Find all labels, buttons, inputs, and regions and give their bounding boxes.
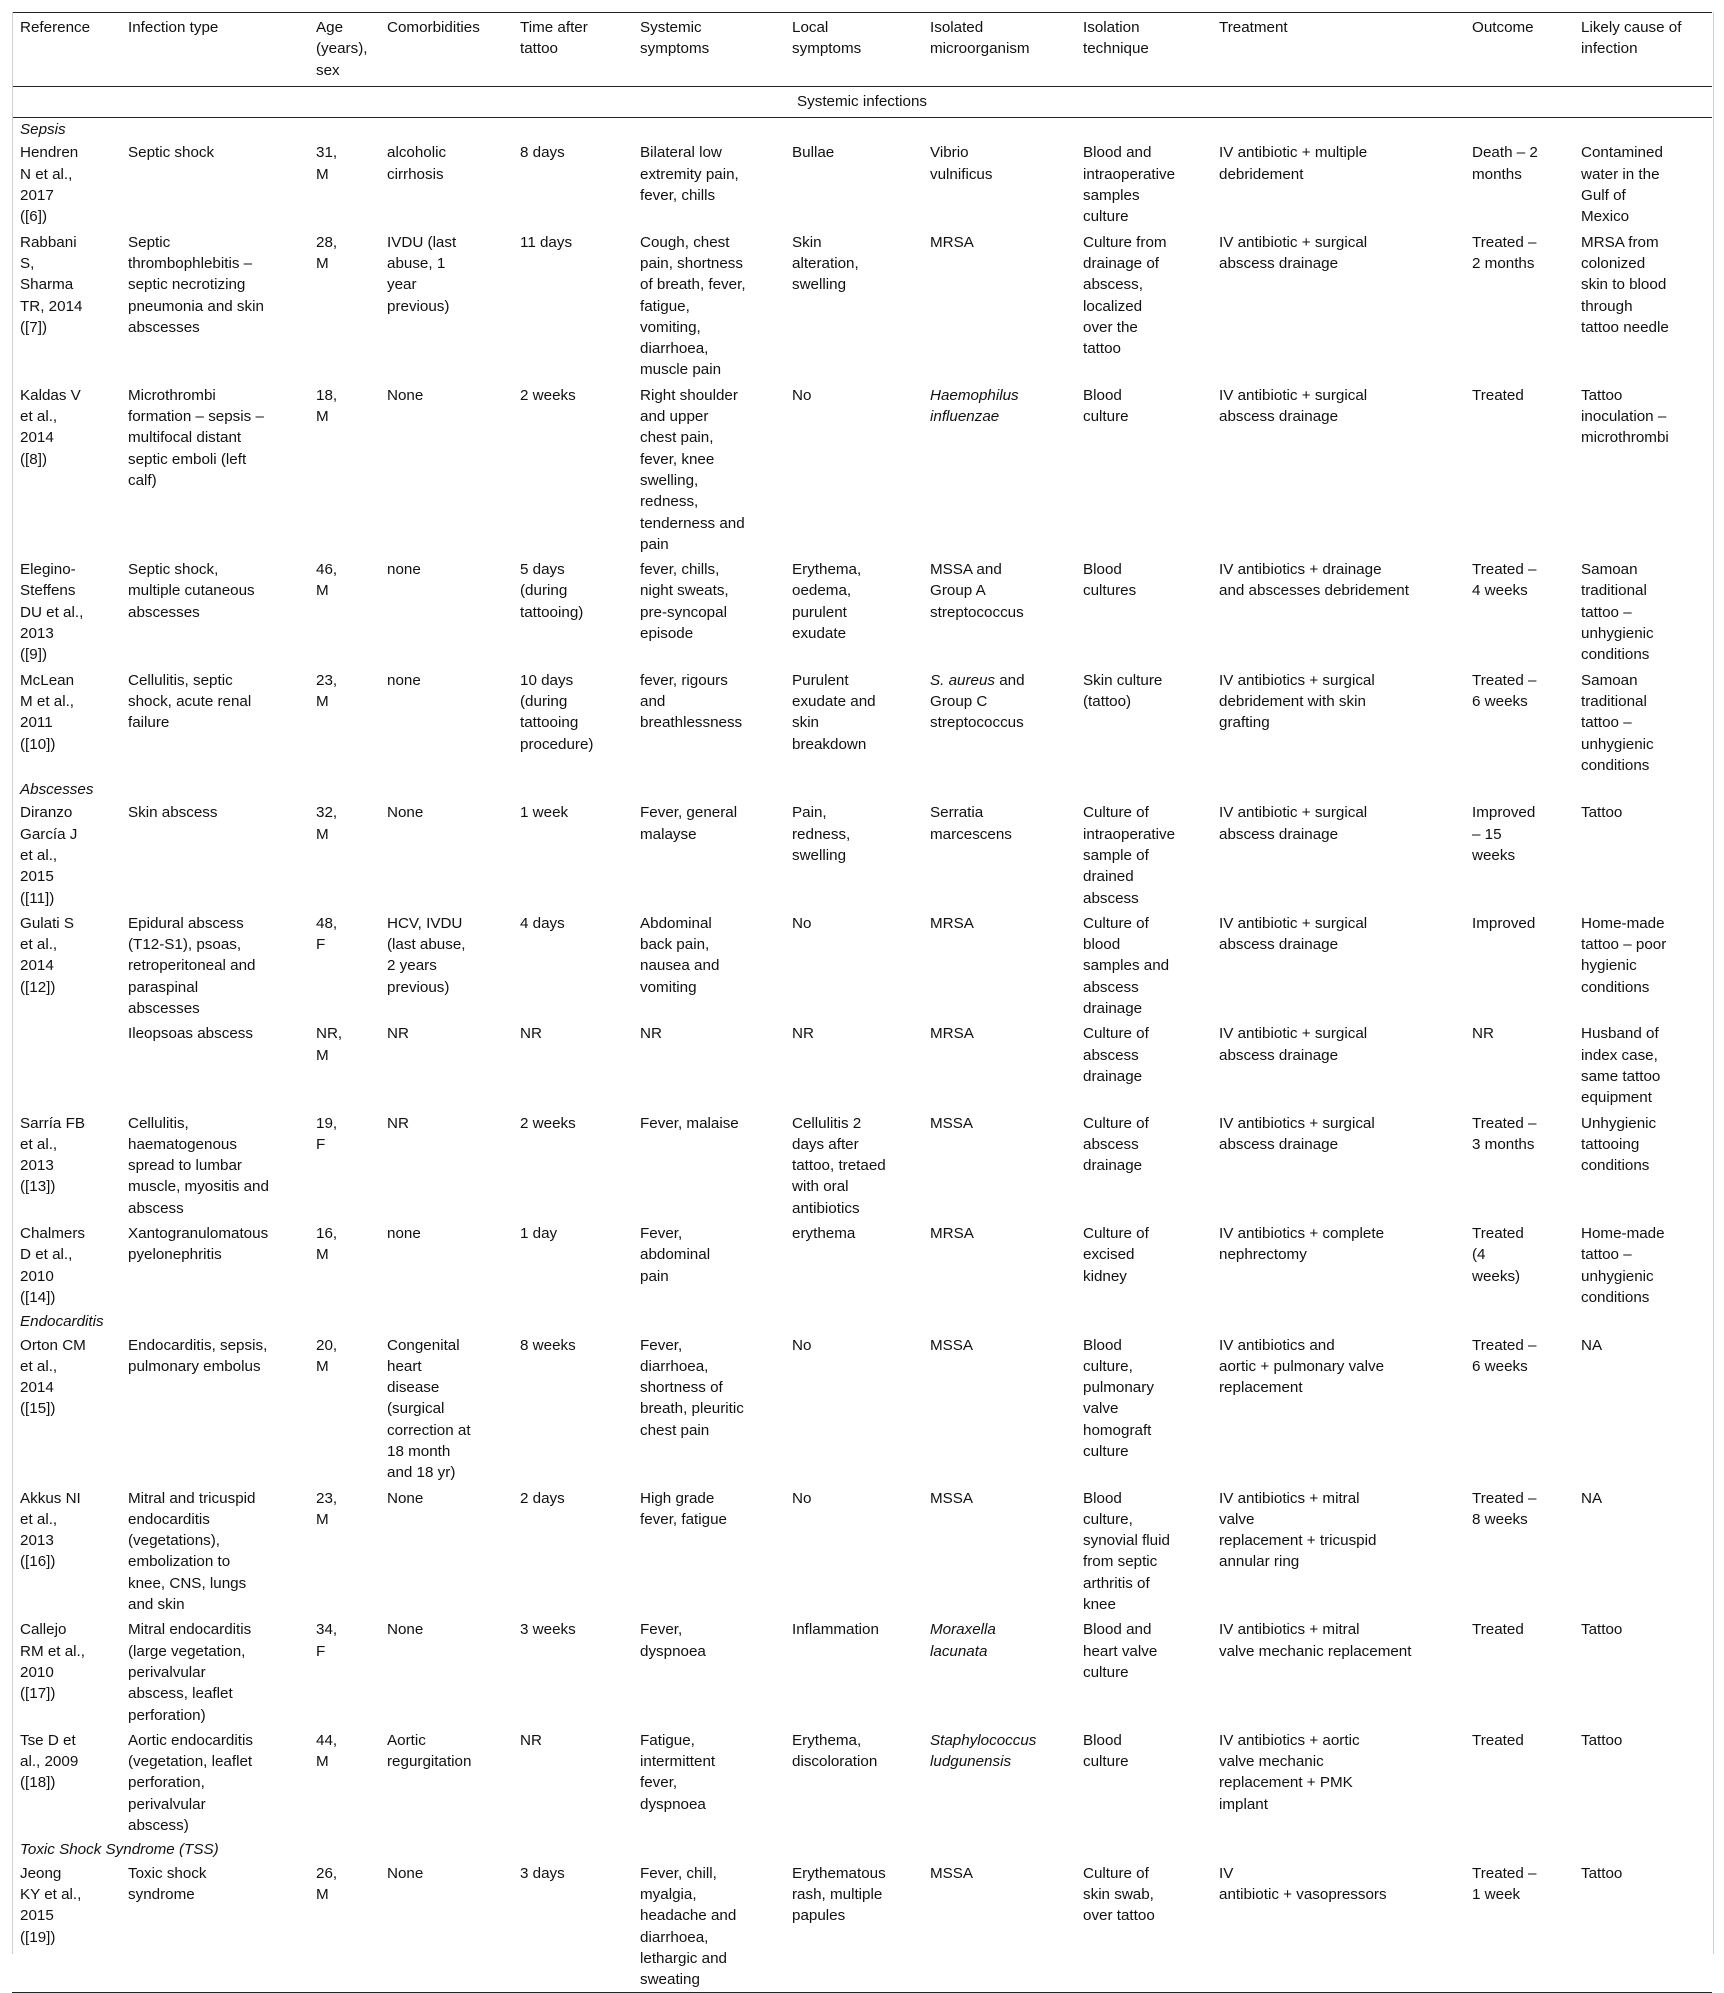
- cell-time-after-tattoo: 1 day: [520, 1225, 558, 1243]
- cell-isolation-technique: Skin culture (tattoo): [1083, 671, 1163, 710]
- col-header-local-symptoms: Local symptoms: [784, 13, 922, 87]
- cell-treatment: IV antibiotics + surgical abscess drainage: [1219, 1114, 1375, 1153]
- cell-outcome: Treated: [1472, 386, 1524, 404]
- cell-likely-cause: MRSA from colonized skin to blood through tattoo needle: [1581, 233, 1669, 336]
- cell-infection-type: Microthrombi formation – sepsis – multifocal distant septic emboli (left calf): [128, 386, 264, 489]
- col-header-time-after-tattoo: Time after tattoo: [512, 13, 632, 87]
- cell-local-symptoms: No: [792, 914, 812, 932]
- cell-outcome: Treated – 8 weeks: [1472, 1489, 1537, 1528]
- cell-infection-type: Aortic endocarditis (vegetation, leaflet perforation, perivalvular abscess): [128, 1731, 253, 1835]
- category-row: [12, 778, 1712, 800]
- cell-reference: Sarría FB et al., 2013 ([13]): [20, 1114, 85, 1196]
- cell-outcome: Treated – 6 weeks: [1472, 671, 1537, 710]
- cell-time-after-tattoo: NR: [520, 1025, 542, 1043]
- cell-outcome: Treated (4 weeks): [1472, 1225, 1524, 1285]
- cell-reference: Tse D et al., 2009 ([18]): [20, 1731, 79, 1792]
- table-row: [12, 1861, 1712, 1993]
- cell-isolated-microorganism: MRSA: [930, 1225, 974, 1243]
- table-row: [12, 668, 1712, 778]
- header-row: [12, 13, 1712, 87]
- category-row: [12, 118, 1712, 141]
- cell-isolation-technique: Blood culture, synovial fluid from septic arthritis of knee: [1083, 1489, 1170, 1614]
- cell-isolation-technique: Culture of intraoperative sample of drained abscess: [1083, 804, 1176, 907]
- cell-treatment: IV antibiotics + mitral valve replacement + tricuspid annular ring: [1219, 1489, 1377, 1571]
- cell-local-symptoms: Erythematous rash, multiple papules: [784, 1861, 922, 1993]
- cell-isolated-microorganism: MRSA: [930, 233, 974, 251]
- col-header-comorbidities: Comorbidities: [379, 13, 512, 87]
- table-row: [12, 1221, 1712, 1310]
- cell-infection-type: Xantogranulomatous pyelonephritis: [128, 1225, 269, 1264]
- cell-isolation-technique: Culture of excised kidney: [1083, 1225, 1149, 1285]
- cell-comorbidities: alcoholic cirrhosis: [387, 144, 447, 183]
- cell-infection-type: Cellulitis, septic shock, acute renal failure: [128, 671, 252, 732]
- cell-time-after-tattoo: 4 days: [520, 914, 565, 932]
- cell-treatment: IV antibiotic + surgical abscess drainage: [1219, 386, 1368, 426]
- category-row: [12, 1310, 1712, 1332]
- table-row: [12, 1617, 1712, 1727]
- table-row: [12, 1728, 1712, 1838]
- cell-treatment: IV antibiotics + drainage and abscesses debridement: [1219, 561, 1409, 600]
- cell-likely-cause: Contamined water in the Gulf of Mexico: [1581, 144, 1663, 226]
- cell-likely-cause: Unhygienic tattooing conditions: [1581, 1114, 1657, 1175]
- cell-infection-type: Mitral endocarditis (large vegetation, perivalvular abscess, leaflet perforation): [128, 1621, 252, 1724]
- cell-local-symptoms: No: [792, 1489, 812, 1507]
- cell-reference: McLean M et al., 2011 ([10]): [20, 671, 75, 753]
- cell-treatment: IV antibiotic + vasopressors: [1211, 1861, 1464, 1993]
- table-row: [12, 557, 1712, 667]
- table-row: [12, 911, 1712, 1021]
- cell-likely-cause: NA: [1581, 1336, 1603, 1354]
- cell-likely-cause: Tattoo: [1581, 1731, 1623, 1749]
- cell-systemic-symptoms: Right shoulder and upper chest pain, fever, knee swelling, redness, tenderness and pain: [640, 386, 745, 553]
- table-row: [12, 230, 1712, 383]
- cell-treatment: IV antibiotic + surgical abscess drainage: [1219, 804, 1368, 843]
- cell-time-after-tattoo: 2 days: [520, 1489, 565, 1507]
- cell-isolation-technique: Culture of abscess drainage: [1083, 1025, 1149, 1085]
- cell-isolated-microorganism: Haemophilus influenzae: [930, 386, 1019, 426]
- cell-likely-cause: Tattoo inoculation – microthrombi: [1581, 386, 1669, 447]
- cell-local-symptoms: erythema: [792, 1225, 856, 1243]
- cell-systemic-symptoms: Fever, malaise: [640, 1114, 739, 1132]
- cell-systemic-symptoms: Abdominal back pain, nausea and vomiting: [640, 914, 720, 996]
- cell-comorbidities: NR: [387, 1025, 409, 1043]
- cell-infection-type: Septic shock: [128, 144, 215, 162]
- cell-time-after-tattoo: 2 weeks: [520, 386, 576, 404]
- cell-likely-cause: Home-made tattoo – poor hygienic conditions: [1581, 914, 1667, 996]
- cell-outcome: Treated – 4 weeks: [1472, 561, 1537, 600]
- cell-isolation-technique: Culture of blood samples and abscess drainage: [1083, 914, 1170, 1018]
- cell-age-sex: NR, M: [316, 1025, 343, 1064]
- cell-age-sex: 23, M: [316, 671, 338, 710]
- cell-time-after-tattoo: 5 days (during tattooing): [520, 561, 584, 621]
- table-row: [12, 383, 1712, 557]
- cell-local-symptoms: No: [792, 1336, 812, 1354]
- cell-outcome: Treated – 2 months: [1472, 233, 1537, 272]
- cell-infection-type: Skin abscess: [128, 804, 218, 822]
- cell-infection-type: Ileopsoas abscess: [128, 1025, 253, 1043]
- cell-reference: Callejo RM et al., 2010 ([17]): [20, 1621, 85, 1703]
- cell-likely-cause: Tattoo: [1581, 804, 1623, 822]
- cell-outcome: Improved: [1472, 914, 1536, 932]
- category-label: Abscesses: [20, 781, 94, 799]
- cell-age-sex: 19, F: [316, 1114, 338, 1153]
- cell-systemic-symptoms: High grade fever, fatigue: [640, 1489, 727, 1528]
- cell-likely-cause: NA: [1581, 1489, 1603, 1507]
- col-header-age-sex: Age (years), sex: [308, 13, 379, 87]
- cell-age-sex: 44, M: [316, 1731, 338, 1771]
- cell-time-after-tattoo: 11 days: [520, 233, 573, 251]
- cell-reference: Chalmers D et al., 2010 ([14]): [20, 1225, 85, 1306]
- cell-treatment: IV antibiotic + surgical abscess drainage: [1219, 914, 1368, 954]
- cell-treatment: IV antibiotics + aortic valve mechanic replacement + PMK implant: [1219, 1731, 1360, 1813]
- cell-treatment: IV antibiotics + surgical debridement with skin grafting: [1219, 671, 1375, 732]
- cell-likely-cause: Samoan traditional tattoo – unhygienic conditions: [1581, 561, 1654, 664]
- cell-systemic-symptoms: Fever, chill, myalgia, headache and diarrhoea, lethargic and sweating: [632, 1861, 784, 1993]
- cell-age-sex: 20, M: [316, 1336, 338, 1375]
- cell-outcome: Death – 2 months: [1472, 144, 1538, 183]
- table-row: [12, 800, 1712, 910]
- cell-outcome: Treated – 3 months: [1472, 1114, 1537, 1153]
- table-body: [12, 86, 1712, 1993]
- table-row: [12, 1111, 1712, 1221]
- cell-reference: Akkus NI et al., 2013 ([16]): [20, 1489, 81, 1571]
- cell-comorbidities: IVDU (last abuse, 1 year previous): [387, 233, 457, 315]
- col-header-systemic-symptoms: Systemic symptoms: [632, 13, 784, 87]
- table-row: [12, 140, 1712, 229]
- cell-isolated-microorganism: MSSA: [930, 1489, 974, 1507]
- cell-systemic-symptoms: Fever, dyspnoea: [640, 1621, 706, 1660]
- cell-systemic-symptoms: Cough, chest pain, shortness of breath, fever, fatigue, vomiting, diarrhoea, muscle pain: [640, 233, 746, 379]
- cell-systemic-symptoms: fever, rigours and breathlessness: [640, 671, 743, 732]
- category-row: [12, 1838, 1712, 1860]
- cell-treatment: IV antibiotics and aortic + pulmonary valve replacement: [1219, 1336, 1385, 1397]
- cell-isolated-microorganism: S. aureus and Group C streptococcus: [930, 671, 1025, 732]
- cell-infection-type: Cellulitis, haematogenous spread to lumbar muscle, myositis and abscess: [128, 1114, 269, 1217]
- category-label: Toxic Shock Syndrome (TSS): [20, 1841, 219, 1859]
- table-row: [12, 1021, 1712, 1110]
- col-header-isolated-microorganism: Isolated microorganism: [922, 13, 1075, 87]
- cell-age-sex: 26, M: [308, 1861, 379, 1993]
- section-title: Systemic infections: [12, 86, 1712, 117]
- table-row: [12, 1486, 1712, 1618]
- cell-comorbidities: Congenital heart disease (surgical correction at 18 month and 18 yr): [387, 1336, 471, 1482]
- cell-age-sex: 31, M: [316, 144, 338, 183]
- cell-time-after-tattoo: 8 weeks: [520, 1336, 576, 1354]
- cell-isolation-technique: Blood culture, pulmonary valve homograft culture: [1083, 1336, 1154, 1460]
- cell-comorbidities: None: [387, 386, 424, 404]
- cell-treatment: IV antibiotic + multiple debridement: [1219, 144, 1368, 183]
- cell-comorbidities: None: [387, 1489, 424, 1507]
- cell-isolation-technique: Culture of abscess drainage: [1083, 1114, 1149, 1175]
- cell-age-sex: 16, M: [316, 1225, 338, 1264]
- cell-age-sex: 48, F: [316, 914, 338, 954]
- cell-likely-cause: Tattoo: [1581, 1621, 1623, 1639]
- col-header-treatment: Treatment: [1211, 13, 1464, 87]
- cell-reference: Gulati S et al., 2014 ([12]): [20, 914, 75, 996]
- cell-time-after-tattoo: 10 days (during tattooing procedure): [520, 671, 594, 753]
- cell-time-after-tattoo: 1 week: [520, 804, 569, 822]
- cell-reference: Kaldas V et al., 2014 ([8]): [20, 386, 81, 468]
- cell-time-after-tattoo: 3 days: [512, 1861, 632, 1993]
- cell-isolated-microorganism: Serratia marcescens: [930, 804, 1012, 843]
- cell-systemic-symptoms: Bilateral low extremity pain, fever, chills: [640, 144, 739, 205]
- cell-reference: Hendren N et al., 2017 ([6]): [20, 144, 79, 226]
- cell-systemic-symptoms: NR: [640, 1025, 662, 1043]
- cell-isolation-technique: Blood and intraoperative samples culture: [1083, 144, 1176, 226]
- cell-age-sex: 28, M: [316, 233, 338, 272]
- cell-isolation-technique: Culture of skin swab, over tattoo: [1075, 1861, 1211, 1993]
- cell-isolation-technique: Culture from drainage of abscess, localized over the tattoo: [1083, 233, 1167, 358]
- cell-local-symptoms: Erythema, oedema, purulent exudate: [792, 561, 862, 643]
- cell-age-sex: 46, M: [316, 561, 338, 600]
- cell-comorbidities: none: [387, 1225, 421, 1243]
- cell-local-symptoms: Skin alteration, swelling: [792, 233, 859, 294]
- cell-outcome: Treated: [1472, 1621, 1524, 1639]
- cell-outcome: Treated – 1 week: [1464, 1861, 1573, 1993]
- cell-outcome: Treated: [1472, 1731, 1524, 1749]
- category-label: Endocarditis: [20, 1313, 104, 1331]
- cell-age-sex: 34, F: [316, 1621, 338, 1660]
- cell-isolated-microorganism: Vibrio vulnificus: [930, 144, 993, 183]
- cell-age-sex: 32, M: [316, 804, 338, 843]
- cell-local-symptoms: Purulent exudate and skin breakdown: [792, 671, 876, 753]
- cell-systemic-symptoms: Fever, diarrhoea, shortness of breath, pleuritic chest pain: [640, 1336, 744, 1439]
- cell-comorbidities: None: [387, 1621, 424, 1639]
- cell-local-symptoms: Inflammation: [792, 1621, 879, 1639]
- cell-infection-type: Septic thrombophlebitis – septic necrotizing pneumonia and skin abscesses: [128, 233, 264, 336]
- col-header-reference: Reference: [12, 13, 120, 87]
- cell-outcome: Improved – 15 weeks: [1472, 804, 1536, 864]
- cell-reference: Rabbani S, Sharma TR, 2014 ([7]): [20, 233, 83, 336]
- cell-systemic-symptoms: Fever, abdominal pain: [640, 1225, 711, 1285]
- cell-isolated-microorganism: MRSA: [930, 914, 974, 932]
- cell-isolated-microorganism: MSSA and Group A streptococcus: [930, 561, 1024, 621]
- cell-likely-cause: Home-made tattoo – unhygienic conditions: [1581, 1225, 1665, 1306]
- cell-systemic-symptoms: Fever, general malayse: [640, 804, 738, 843]
- cell-isolated-microorganism: Staphylococcus ludgunensis: [930, 1731, 1037, 1771]
- cell-time-after-tattoo: NR: [520, 1731, 542, 1749]
- cell-infection-type: Mitral and tricuspid endocarditis (vegetations), embolization to knee, CNS, lungs and skin: [128, 1489, 256, 1614]
- table-container: [12, 12, 1712, 1993]
- cell-systemic-symptoms: Fatigue, intermittent fever, dyspnoea: [640, 1731, 716, 1813]
- cell-isolated-microorganism: MSSA: [930, 1114, 974, 1132]
- cell-infection-type: Septic shock, multiple cutaneous abscesses: [128, 561, 255, 621]
- cell-treatment: IV antibiotics + mitral valve mechanic replacement: [1219, 1621, 1412, 1660]
- cell-infection-type: Endocarditis, sepsis, pulmonary embolus: [128, 1336, 268, 1375]
- col-header-likely-cause: Likely cause of infection: [1573, 13, 1712, 87]
- cell-comorbidities: None: [379, 1861, 512, 1993]
- section-row: [12, 86, 1712, 117]
- cell-local-symptoms: Cellulitis 2 days after tattoo, tretaed with oral antibiotics: [792, 1114, 886, 1217]
- cell-isolated-microorganism: MSSA: [930, 1336, 974, 1354]
- table-row: [12, 1333, 1712, 1486]
- cell-comorbidities: none: [387, 561, 421, 579]
- cell-comorbidities: NR: [387, 1114, 409, 1132]
- cell-local-symptoms: Pain, redness, swelling: [792, 804, 851, 864]
- cell-isolated-microorganism: MSSA: [922, 1861, 1075, 1993]
- cell-likely-cause: Husband of index case, same tattoo equipment: [1581, 1025, 1661, 1107]
- cell-reference: Orton CM et al., 2014 ([15]): [20, 1336, 86, 1418]
- col-header-isolation-technique: Isolation technique: [1075, 13, 1211, 87]
- cell-treatment: IV antibiotics + complete nephrectomy: [1219, 1225, 1385, 1264]
- cell-time-after-tattoo: 3 weeks: [520, 1621, 576, 1639]
- col-header-outcome: Outcome: [1464, 13, 1573, 87]
- cell-isolation-technique: Blood cultures: [1083, 561, 1137, 600]
- cell-treatment: IV antibiotic + surgical abscess drainage: [1219, 233, 1368, 272]
- cell-local-symptoms: Bullae: [792, 144, 835, 162]
- infections-table: [12, 12, 1712, 1993]
- cell-isolation-technique: Blood culture: [1083, 1731, 1129, 1771]
- cell-reference: Diranzo García J et al., 2015 ([11]): [20, 804, 78, 907]
- cell-reference: Elegino- Steffens DU et al., 2013 ([9]): [20, 561, 84, 664]
- cell-outcome: Treated – 6 weeks: [1472, 1336, 1537, 1375]
- cell-comorbidities: HCV, IVDU (last abuse, 2 years previous): [387, 914, 466, 996]
- cell-likely-cause: Samoan traditional tattoo – unhygienic conditions: [1581, 671, 1654, 774]
- cell-outcome: NR: [1472, 1025, 1494, 1043]
- category-label: Sepsis: [20, 121, 66, 139]
- cell-systemic-symptoms: fever, chills, night sweats, pre-syncopal episode: [640, 561, 729, 643]
- col-header-infection-type: Infection type: [120, 13, 308, 87]
- cell-isolated-microorganism: MRSA: [930, 1025, 974, 1043]
- cell-isolation-technique: Blood and heart valve culture: [1083, 1621, 1158, 1681]
- cell-comorbidities: Aortic regurgitation: [387, 1731, 472, 1771]
- cell-local-symptoms: Erythema, discoloration: [792, 1731, 878, 1771]
- cell-reference: Jeong KY et al., 2015 ([19]): [12, 1861, 120, 1993]
- cell-likely-cause: Tattoo: [1573, 1861, 1712, 1993]
- cell-time-after-tattoo: 2 weeks: [520, 1114, 576, 1132]
- cell-isolated-microorganism: Moraxella lacunata: [930, 1621, 996, 1660]
- cell-comorbidities: none: [387, 671, 421, 689]
- cell-local-symptoms: NR: [792, 1025, 814, 1043]
- cell-infection-type: Epidural abscess (T12-S1), psoas, retroperitoneal and paraspinal abscesses: [128, 914, 256, 1018]
- cell-local-symptoms: No: [792, 386, 812, 404]
- cell-age-sex: 23, M: [316, 1489, 338, 1528]
- cell-reference: [12, 1021, 120, 1110]
- cell-isolation-technique: Blood culture: [1083, 386, 1129, 426]
- cell-comorbidities: None: [387, 804, 424, 822]
- cell-time-after-tattoo: 8 days: [520, 144, 565, 162]
- cell-infection-type: Toxic shock syndrome: [120, 1861, 308, 1993]
- cell-treatment: IV antibiotic + surgical abscess drainage: [1219, 1025, 1368, 1064]
- cell-age-sex: 18, M: [316, 386, 338, 426]
